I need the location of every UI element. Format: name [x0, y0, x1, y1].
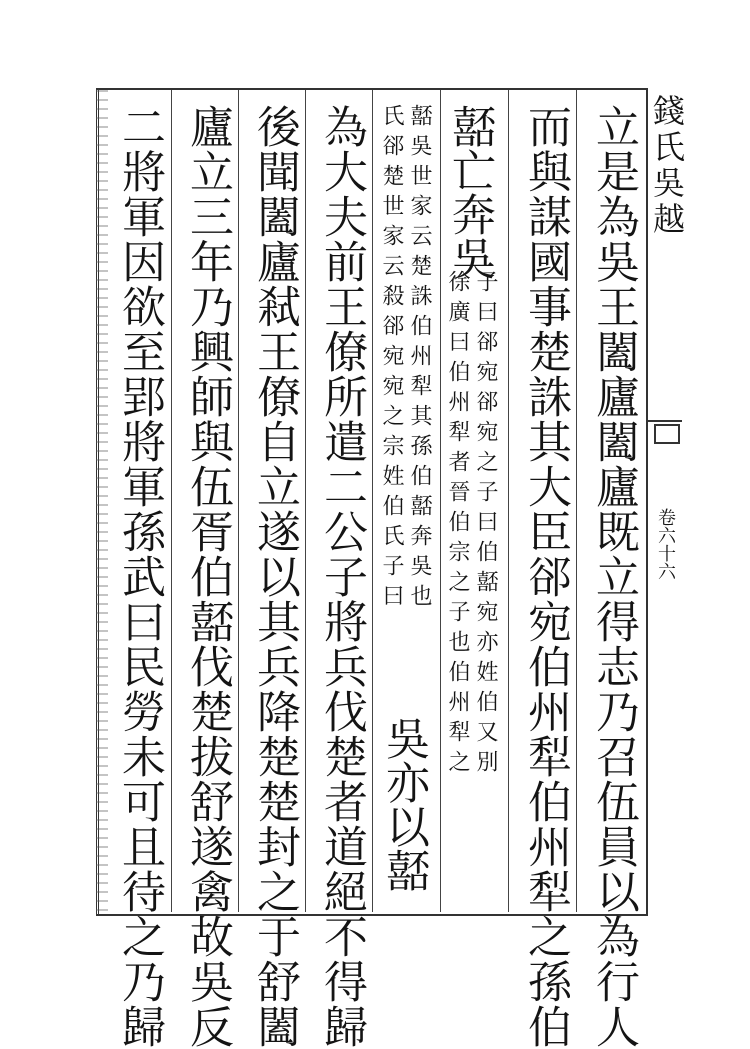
text-column-6: 後聞闔廬弒王僚自立遂以其兵降楚楚封之于舒闔 [249, 104, 300, 1049]
text-column-1: 立是為吳王闔廬闔廬既立得志乃召伍員以為行人 [588, 104, 639, 1049]
annotation-line: 嚭吳世家云楚誅伯州犁其孫伯嚭奔吳也 [407, 104, 432, 614]
column-rule [576, 90, 577, 912]
column-rule [372, 90, 373, 912]
banner-volume-number: 卷六十六 [655, 508, 676, 580]
text-column-4 [380, 104, 434, 904]
column-rule [305, 90, 306, 912]
annotation-line: 氏郤楚世家云殺郤宛宛之宗姓伯氏子曰 [379, 104, 404, 614]
text-column-2: 而與謀國事楚誅其大臣郤宛伯州犁伯州犁之孫伯 [520, 104, 571, 1049]
column-rule [238, 90, 239, 912]
annotation-line: 徐廣曰伯州犁者晉伯宗之子也伯州犁之 [445, 270, 470, 780]
column-rule [508, 90, 509, 912]
fish-tail-mark [654, 424, 680, 444]
page-banner [648, 88, 686, 914]
column-rule [171, 90, 172, 912]
column-rule [440, 90, 441, 912]
text-column-8: 二將軍因欲至郢將軍孫武曰民勞未可且待之乃歸 [114, 104, 165, 1049]
column-3-main-text: 嚭亡奔吳 [444, 104, 495, 280]
column-4-main-text: 吳亦以嚭 [378, 716, 429, 892]
banner-title: 錢氏吳越 [648, 94, 686, 238]
text-column-5: 為大夫前王僚所遣二公子將兵伐楚者道絕不得歸 [316, 104, 367, 1049]
banner-separator [648, 420, 682, 422]
binding-edge-texture [96, 90, 108, 912]
annotation-line: 子曰郤宛郤宛之子曰伯嚭宛亦姓伯又別 [473, 270, 498, 780]
text-column-3 [446, 104, 500, 904]
text-column-7: 廬立三年乃興師與伍胥伯嚭伐楚拔舒遂禽故吳反 [182, 104, 233, 1049]
